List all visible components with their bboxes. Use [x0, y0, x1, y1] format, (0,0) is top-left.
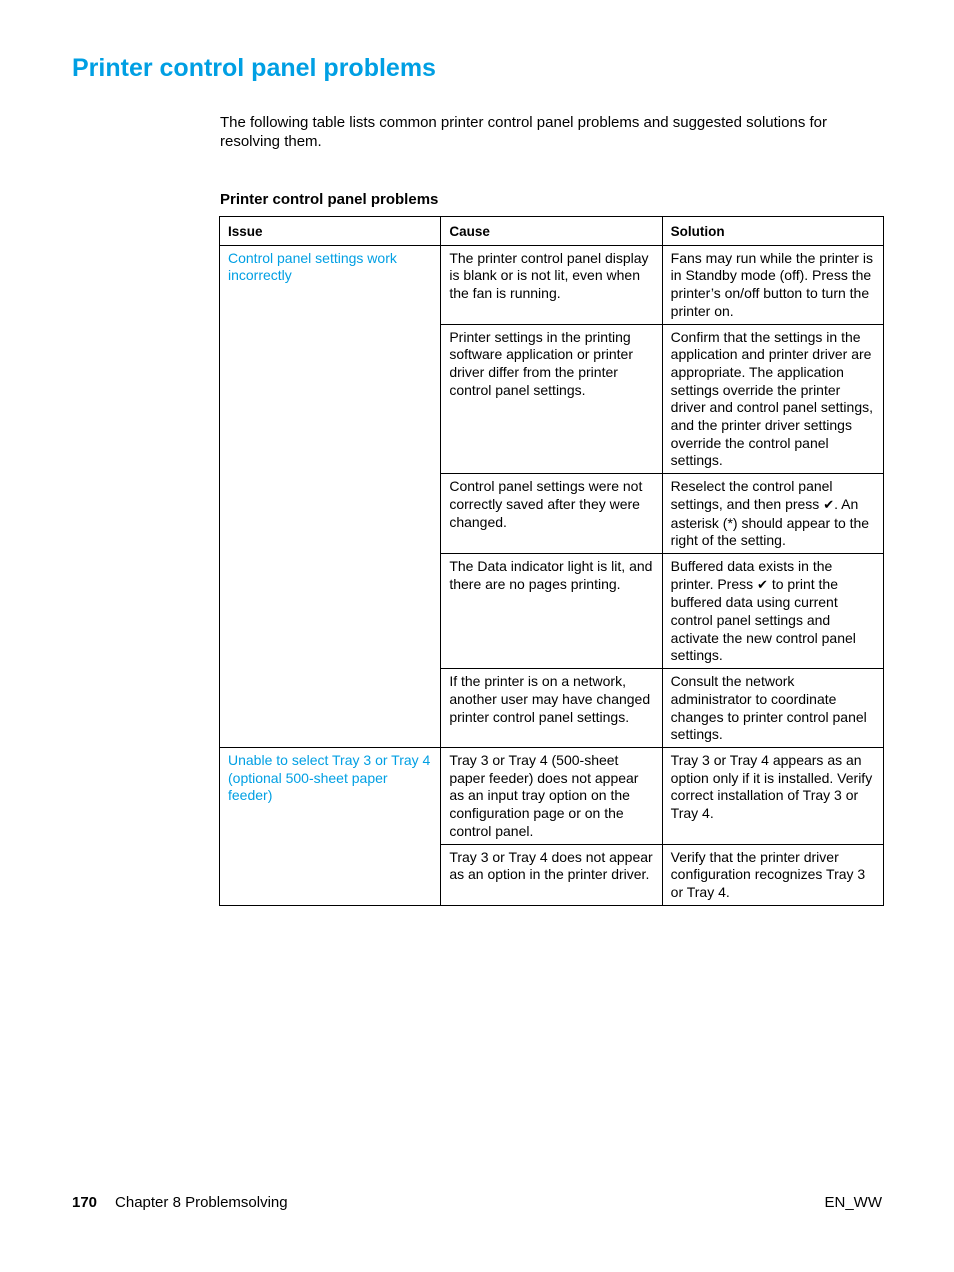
header-issue: Issue: [220, 217, 441, 246]
header-cause: Cause: [441, 217, 662, 246]
solution-cell: [662, 553, 883, 668]
issue-cell: [220, 747, 441, 905]
page-footer: [72, 1193, 882, 1213]
issue-link-unable-to-select-tray[interactable]: Unable to select Tray 3 or Tray 4 (optional 500-sheet paper feeder): [228, 751, 431, 804]
solution-text: Buffered data exists in the printer. Press: [670, 557, 833, 592]
cause-cell: If the printer is on a network, another user may have changed printer control panel settings.: [441, 669, 662, 748]
chapter-label: Chapter 8 Problemsolving: [115, 1194, 288, 1211]
checkmark-icon: ✔: [823, 497, 835, 513]
checkmark-icon: ✔: [757, 577, 768, 593]
problems-table: [219, 216, 884, 906]
table-row: [220, 245, 884, 324]
cause-cell: Printer settings in the printing software application or printer driver differ from the printer control panel settings.: [441, 324, 662, 474]
table-caption: Printer control panel problems: [220, 191, 439, 208]
solution-cell: Confirm that the settings in the application and printer driver are appropriate. The application settings override the printer driver and control panel settings, and the printer driver settings override the control panel settings.: [662, 324, 883, 474]
solution-text: to print the buffered data using current control panel settings and activate the new control panel settings.: [670, 575, 856, 664]
issue-cell: [220, 245, 441, 747]
cause-cell: The Data indicator light is lit, and there are no pages printing.: [441, 553, 662, 668]
page-title: Printer control panel problems: [72, 54, 436, 82]
locale-label: EN_WW: [824, 1194, 882, 1211]
header-solution: Solution: [662, 217, 883, 246]
solution-cell: Tray 3 or Tray 4 appears as an option only if it is installed. Verify correct installation of Tray 3 or Tray 4.: [662, 747, 883, 844]
cause-cell: Tray 3 or Tray 4 (500-sheet paper feeder) does not appear as an input tray option on the configuration page or on the control panel.: [441, 747, 662, 844]
page-number: 170: [72, 1194, 98, 1211]
solution-text: Reselect the control panel settings, and then press: [670, 478, 833, 512]
solution-text: . An asterisk (*) should appear to the right of the setting.: [670, 495, 870, 549]
table-header-row: [220, 217, 884, 246]
issue-link-control-panel-settings[interactable]: Control panel settings work incorrectly: [228, 249, 397, 284]
solution-cell: Consult the network administrator to coordinate changes to printer control panel settings.: [662, 669, 883, 748]
cause-cell: Control panel settings were not correctly saved after they were changed.: [441, 474, 662, 554]
cause-cell: Tray 3 or Tray 4 does not appear as an option in the printer driver.: [441, 844, 662, 905]
solution-cell: Fans may run while the printer is in Standby mode (off). Press the printer’s on/off button to turn the printer on.: [662, 245, 883, 324]
solution-cell: Verify that the printer driver configuration recognizes Tray 3 or Tray 4.: [662, 844, 883, 905]
table-row: [220, 747, 884, 844]
cause-cell: The printer control panel display is blank or is not lit, even when the fan is running.: [441, 245, 662, 324]
intro-paragraph: The following table lists common printer control panel problems and suggested solutions for resolving them.: [220, 114, 827, 150]
solution-cell: [662, 474, 883, 554]
